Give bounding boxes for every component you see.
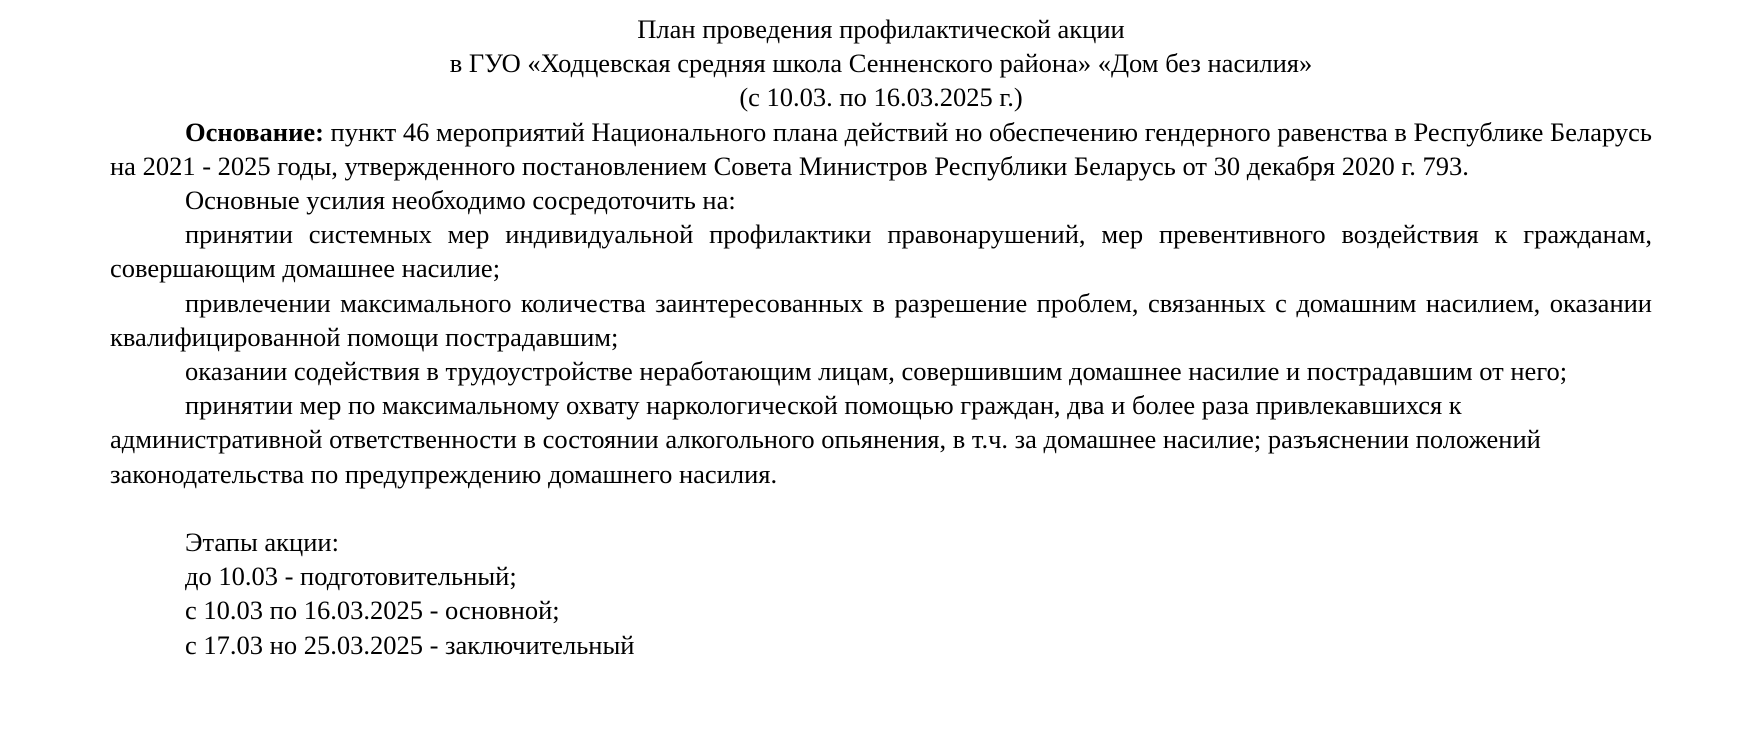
efforts-intro: Основные усилия необходимо сосредоточить на:: [185, 185, 736, 216]
stage-item: до 10.03 - подготовительный;: [185, 561, 517, 592]
basis-text: пункт 46 мероприятий Национального плана действий но обеспечению гендерного равенства в Республике Беларусь на 2021 - 2025 годы, утвержденного постановлением Совета Министров Республики Беларусь от 30 декабря 2020 г. 793.: [110, 116, 1652, 181]
basis-label: Основание:: [185, 116, 324, 147]
basis-paragraph: [110, 115, 1652, 183]
efforts-item: оказании содействия в трудоустройстве неработающим лицам, совершившим домашнее насилие и пострадавшим от него;: [185, 356, 1568, 387]
spacer: [110, 491, 1652, 525]
document-subtitle: в ГУО «Ходцевская средняя школа Сенненского района» «Дом без насилия»: [449, 48, 1313, 79]
document-page: [110, 12, 1652, 662]
stages-title: Этапы акции:: [185, 527, 339, 558]
efforts-item: принятии мер по максимальному охвату наркологической помощью граждан, два и более раза привлекавшихся к административной ответственности в состоянии алкогольного опьянения, в т.ч. за домашнее насилие; разъяснении положений законодательства по предупреждению домашнего насилия.: [110, 390, 1541, 489]
stage-item: с 10.03 по 16.03.2025 - основной;: [185, 595, 560, 626]
document-title: План проведения профилактической акции: [637, 14, 1125, 44]
document-dates: (с 10.03. по 16.03.2025 г.): [739, 82, 1023, 113]
stage-item: с 17.03 но 25.03.2025 - заключительный: [185, 629, 635, 660]
efforts-item: привлечении максимального количества заинтересованных в разрешение проблем, связанных с домашним насилием, оказании квалифицированной помощи пострадавшим;: [110, 287, 1652, 352]
efforts-item: принятии системных мер индивидуальной профилактики правонарушений, мер превентивного воздействия к гражданам, совершающим домашнее насилие;: [110, 219, 1652, 284]
